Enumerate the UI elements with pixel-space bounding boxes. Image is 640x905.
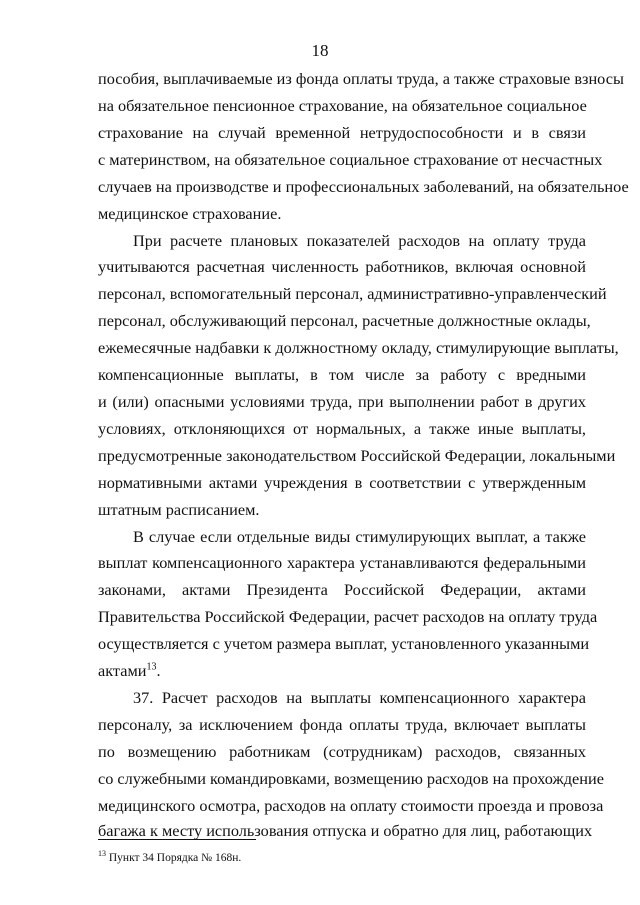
text-line: случаев на производстве и профессиональных заболеваний, на обязательное: [98, 177, 629, 196]
text-line: Правительства Российской Федерации, расчет расходов на оплату труда: [98, 607, 598, 626]
text-line: персонал, вспомогательный персонал, административно-управленческий: [98, 284, 607, 303]
text-fragment: .: [156, 661, 161, 680]
text-line: условиях, отклоняющихся от нормальных, а также иные выплаты,: [98, 419, 586, 438]
text-line: нормативными актами учреждения в соответствии с утвержденным: [98, 473, 586, 492]
paragraph-first-line: При расчете плановых показателей расходов на оплату труда: [133, 231, 586, 250]
text-line: ежемесячные надбавки к должностному окладу, стимулирующие выплаты,: [98, 338, 619, 357]
text-line: медицинского осмотра, расходов на оплату стоимости проезда и провоза: [98, 796, 604, 815]
text-line: выплат компенсационного характера устанавливаются федеральными: [98, 553, 586, 572]
text-line: со служебными командировками, возмещению расходов на прохождение: [98, 769, 604, 788]
text-line: на обязательное пенсионное страхование, на обязательное социальное: [98, 96, 587, 115]
text-line: штатным расписанием.: [98, 500, 260, 519]
page-number: 18: [311, 41, 329, 60]
text-line: законами, актами Президента Российской Федерации, актами: [98, 580, 586, 599]
text-line-with-footnote-ref: [98, 661, 586, 681]
text-line: и (или) опасными условиями труда, при выполнении работ в других: [98, 392, 586, 411]
text-line: по возмещению работникам (сотрудникам) расходов, связанных: [98, 742, 586, 761]
text-line: персонал, обслуживающий персонал, расчетные должностные оклады,: [98, 311, 591, 330]
footnote-reference[interactable]: 13: [146, 661, 157, 673]
text-line: персоналу, за исключением фонда оплаты труда, включает выплаты: [98, 715, 586, 734]
text-line: компенсационные выплаты, в том числе за работу с вредными: [98, 365, 586, 384]
footnote-marker: 13: [98, 849, 106, 858]
text-line: осуществляется с учетом размера выплат, установленного указанными: [98, 634, 590, 653]
footnote-separator: [98, 839, 256, 840]
text-line: предусмотренные законодательством Российской Федерации, локальными: [98, 446, 616, 465]
text-line: пособия, выплачиваемые из фонда оплаты труда, а также страховые взносы: [98, 69, 624, 88]
footnote-text: Пункт 34 Порядка № 168н.: [106, 851, 242, 864]
text-fragment: актами: [98, 661, 147, 680]
paragraph-first-line: 37. Расчет расходов на выплаты компенсационного характера: [133, 688, 586, 707]
paragraph-first-line: В случае если отдельные виды стимулирующих выплат, а также: [133, 527, 586, 546]
text-line: страхование на случай временной нетрудоспособности и в связи: [98, 123, 586, 142]
text-line: багажа к месту использования отпуска и обратно для лиц, работающих: [98, 821, 593, 840]
text-line: медицинское страхование.: [98, 204, 282, 223]
footnote: [98, 847, 241, 865]
text-line: учитываются расчетная численность работников, включая основной: [98, 257, 586, 276]
text-line: с материнством, на обязательное социальное страхование от несчастных: [98, 150, 603, 169]
